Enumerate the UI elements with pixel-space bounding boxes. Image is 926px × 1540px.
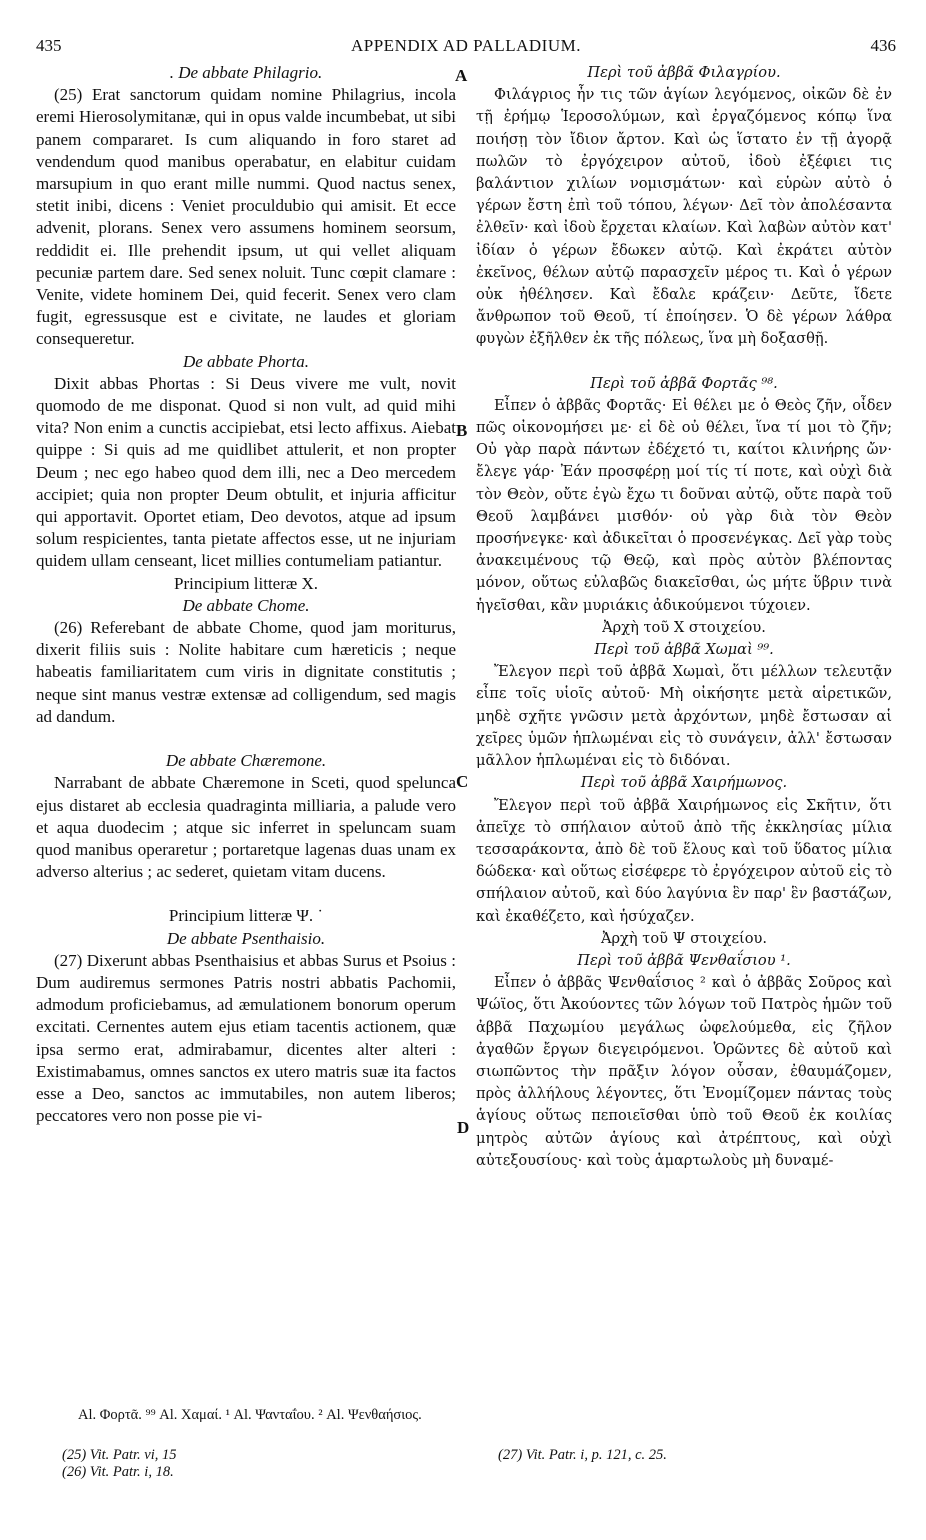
- heading-psenthaisio-latin: De abbate Psenthaisio.: [166, 928, 326, 948]
- greek-column: [476, 62, 892, 1172]
- page-number-left: 435: [36, 36, 62, 55]
- heading-chaeremone-latin: De abbate Chæremone.: [165, 751, 327, 771]
- paragraph-phorta-latin: Dixit abbas Phortas : Si Deus vivere me vult, novit quomodo de me disponat. Quod si non vult, ad quid mihi vita? Non enim a cunctis accipiebat, etsi lecto affixus. Aiebat quippe : Si quis ad me quidlibet attulerit, et non propter Deum ; nec ego habeo quod dem illi, nec a Deo mercedem accipiet; quia non propter Deum obtulit, et injuria afficitur qui apportavit. Oportet etiam, Deo devotos, atque ad ipsum solum respicientes, tanta pietate affectos esse, ut ne injuriam quidem ullam censeant, licet millies contumeliam patiantur.: [36, 373, 456, 571]
- paragraph-chome-greek: Ἔλεγον περὶ τοῦ ἀββᾶ Χωμαὶ, ὅτι μέλλων τελευτᾷν εἶπε τοῖς υἱοῖς αὐτοῦ· Μὴ οἰκήσητε μετὰ αἱρετικῶν, μηδὲ σχῆτε γνῶσιν μετὰ ἀρχόντων, μηδὲ ἔστωσαν αἱ χεῖρες ὑμῶν ἡπλωμέναι εἰς τὸ συνάγειν, ἀλλ' ἔστωσαν μᾶλλον ἡπλωμέναι εἰς τὸ διδόναι.: [476, 663, 892, 770]
- heading-letter-psi-latin: Principium litteræ Ψ. ˙: [168, 906, 324, 926]
- heading-phorta-greek: Περὶ τοῦ ἀββᾶ Φορτᾶς ⁹⁸.: [590, 374, 778, 392]
- heading-chome-greek: Περὶ τοῦ ἀββᾶ Χωμαὶ ⁹⁹.: [594, 641, 774, 659]
- heading-letter-x-latin: Principium litteræ X.: [173, 573, 319, 593]
- heading-chome-latin: De abbate Chome.: [182, 595, 310, 615]
- paragraph-philagrio-latin: (25) Erat sanctorum quidam nomine Philagrius, incola eremi Hierosolymitanæ, qui in opus valde incumbebat, ut sibi panem compararet. Is cum aliquando in foro staret ad vendendum quod manibus operabatur, en elabitur cuidam marsupium in quo erant mille nummi. Quod nactus senex, stetit inibi, dicens : Veniet proculdubio qui amisit. Et ecce advenit, plorans. Senex vero assumens hominem seorsum, reddidit ei. Ille prehendit ipsum, ut qui vellet aliquam pecuniæ partem dare. Sed senex noluit. Tunc cœpit clamare : Venite, videte hominem Dei, quid fecerit. Senex vero clam fugit, egressusque est e civitate, ne laudes et gloriam consequeretur.: [36, 85, 456, 349]
- paragraph-philagrio-greek: Φιλάγριος ἦν τις τῶν ἁγίων λεγόμενος, οἰκῶν δὲ ἐν τῇ ἐρήμῳ Ἱεροσολύμων, καὶ ἐργαζόμενος κόπῳ ἵνα ποιήσῃ τὸν ἴδιον ἄρτον. Καὶ ὡς ἵστατο ἐν τῇ ἀγορᾷ πωλῶν τὸ ἐργόχειρον αὐτοῦ, ἰδοὺ ἐξέφιει τις βαλάντιον χιλίων νομισμάτων· καὶ εὑρὼν αὐτὸ ὁ γέρων ἔστη ἐπὶ τοῦ τόπου, λέγων· Δεῖ τὸν ἀπολέσαντα ἐλθεῖν· καὶ ἰδοὺ ἔρχεται κλαίων. Καὶ λαβὼν αὐτὸν κατ' ἰδίαν ὁ γέρων ἔδωκεν αὐτῷ. Καὶ ἐκράτει αὐτὸν ἐκεῖνος, θέλων αὐτῷ παρασχεῖν μέρος τι. Καὶ ὁ γέρων οὐκ ἠθέλησεν. Καὶ ἔδαλε κράζειν· Δεῦτε, ἴδετε ἄνθρωπον τοῦ Θεοῦ, τί ἐποίησεν. Ὁ δὲ γέρων λάθρα φυγὼν ἐξῆλθεν ἐκ τῆς πόλεως, ἵνα μὴ δοξασθῇ.: [476, 86, 892, 348]
- running-header: [36, 36, 896, 60]
- reference-25: (25) Vit. Patr. vi, 15: [62, 1447, 177, 1463]
- running-title: APPENDIX AD PALLADIUM.: [351, 36, 581, 55]
- margin-letter-d: D: [457, 1118, 470, 1137]
- page-number-right: 436: [870, 36, 896, 55]
- heading-psenthaisio-greek: Περὶ τοῦ ἀββᾶ Ψενθαΐσιου ¹.: [577, 951, 791, 969]
- reference-26: (26) Vit. Patr. i, 18.: [62, 1464, 174, 1480]
- paragraph-psenthaisio-latin: (27) Dixerunt abbas Psenthaisius et abbas Surus et Psoius : Dum audiremus sermones Patris nostri abbatis Pachomii, admodum proficiebamus, ad æmulationem bonorum operum excitati. Cernentes autem ejus etiam tacentis actionem, quæ ipsa sermo erat, admirabamur, dicentes alter alteri : Existimabamus, omnes sanctos ex utero matris suæ ita factos esse a Deo, sanctos ac immutabiles, non autem liberos; peccatores vero non posse pie vi-: [36, 950, 456, 1126]
- heading-phorta-latin: De abbate Phorta.: [182, 351, 310, 371]
- margin-letter-b: B: [456, 421, 468, 440]
- reference-27: (27) Vit. Patr. i, p. 121, c. 25.: [498, 1447, 667, 1463]
- paragraph-psenthaisio-greek: Εἶπεν ὁ ἀββᾶς Ψενθαΐσιος ² καὶ ὁ ἀββᾶς Σοῦρος καὶ Ψώϊος, ὅτι Ἀκούοντες τῶν λόγων τοῦ Πατρὸς ἡμῶν τοῦ ἀββᾶ Παχωμίου μεγάλως ὠφελούμεθα, εἰς ζῆλον ἀγαθῶν ἔργων διεγειρόμενοι. Ὁρῶντες δὲ αὐτοῦ καὶ σιωπῶντος τὴν πρᾶξιν λόγον οὖσαν, ἐθαυμάζομεν, πρὸς ἀλλήλους λέγοντες, ὅτι Ἐνομίζομεν πάντας τοὺς ἁγίους οὕτως πεποιεῖσθαι ὑπὸ τοῦ Θεοῦ ἐκ κοιλίας μητρὸς αὐτῶν ἁγίους καὶ ἀτρέπτους, καὶ οὐχὶ αὐτεξουσίους· καὶ τοὺς ἁμαρτωλοὺς μὴ δυναμέ-: [476, 974, 892, 1169]
- latin-column: [36, 62, 456, 1127]
- heading-philagrio-latin: . De abbate Philagrio.: [169, 63, 323, 82]
- paragraph-chaeremone-latin: Narrabant de abbate Chæremone in Sceti, quod spelunca ejus distaret ab ecclesia quadraginta milliaria, a palude vero et aqua duodecim ; atque sic inferret in speluncam suam quod manibus operaretur ; portaretque lagenas duas unam ex adverso alterius ; ac sederet, quietam vitam ducens.: [36, 773, 456, 882]
- heading-philagrio-greek: Περὶ τοῦ ἀββᾶ Φιλαγρίου.: [587, 64, 781, 81]
- paragraph-chaeremone-greek: Ἔλεγον περὶ τοῦ ἀββᾶ Χαιρήμωνος εἰς Σκῆτιν, ὅτι ἀπεῖχε τὸ σπήλαιον αὐτοῦ ἀπὸ τῆς ἐκκλησίας μίλια τεσσαράκοντα, ἀπὸ δὲ τοῦ ἕλους καὶ τοῦ ὕδατος μίλια δώδεκα· καὶ οὕτως εἰσέφερε τὸ ἐργόχειρον αὐτοῦ εἰς τὸ σπήλαιον αὐτοῦ, καὶ δύο λαγύνια ἓν παρ' ἓν βαστάζων, καὶ ἐκαθέζετο, καὶ ἡσύχαζεν.: [476, 796, 892, 925]
- heading-letter-psi-greek: Ἀρχὴ τοῦ Ψ στοιχείου.: [600, 929, 768, 947]
- heading-chaeremone-greek: Περὶ τοῦ ἀββᾶ Χαιρήμωνος.: [580, 774, 788, 792]
- paragraph-phorta-greek: Εἶπεν ὁ ἀββᾶς Φορτᾶς· Εἰ θέλει με ὁ Θεὸς ζῆν, οἶδεν πῶς οἰκονομήσει με· εἰ δὲ οὐ θέλει, ἵνα τί μοι τὸ ζῆν; Οὐ γὰρ παρὰ πάντων ἐδέχετό τι, καίτοι κλινήρης ὤν· ἔλεγε γάρ· Ἐάν προσφέρῃ μοί τίς τί ποτε, καὶ οὐχὶ διὰ τὸν Θεὸν, οὔτε ἐγὼ ἔχω τι δοῦναι αὐτῷ, οὔτε παρὰ τοῦ Θεοῦ λαμβάνει μισθόν· οὐ γὰρ διὰ τὸν Θεὸν προσήνεγκε· καὶ ἀδικεῖται ὁ προσενέγκας. Δεῖ γὰρ τοὺς ἀνακειμένους τῷ Θεῷ, καὶ πρὸς αὐτὸν βλέποντας μόνον, οὕτως εὐλαβῶς διακεῖσθαι, ὡς μήτε ὕβριν τινὰ ἡγεῖσθαι, κἂν μυριάκις ἀδικούμενοι τύχοιεν.: [476, 396, 892, 614]
- heading-letter-x-greek: Ἀρχὴ τοῦ Χ στοιχείου.: [602, 618, 766, 636]
- paragraph-chome-latin: (26) Referebant de abbate Chome, quod jam moriturus, dixerit filiis suis : Nolite habitare cum hæreticis ; neque habeatis familiaritatem cum viris in dignitate constitutis ; neque sint manus vestræ extensæ ad colligendum, sed magis ad dandum.: [36, 618, 456, 726]
- references-left: [62, 1447, 177, 1481]
- footnotes: Al. Φορτᾶ. ⁹⁹ Al. Χαμαί. ¹ Al. Ψανταΐου. ² Al. Ψενθαήσιος.: [78, 1407, 422, 1423]
- margin-letter-a: A: [455, 66, 468, 85]
- references-right: [498, 1447, 667, 1464]
- margin-letter-c: C: [456, 772, 469, 791]
